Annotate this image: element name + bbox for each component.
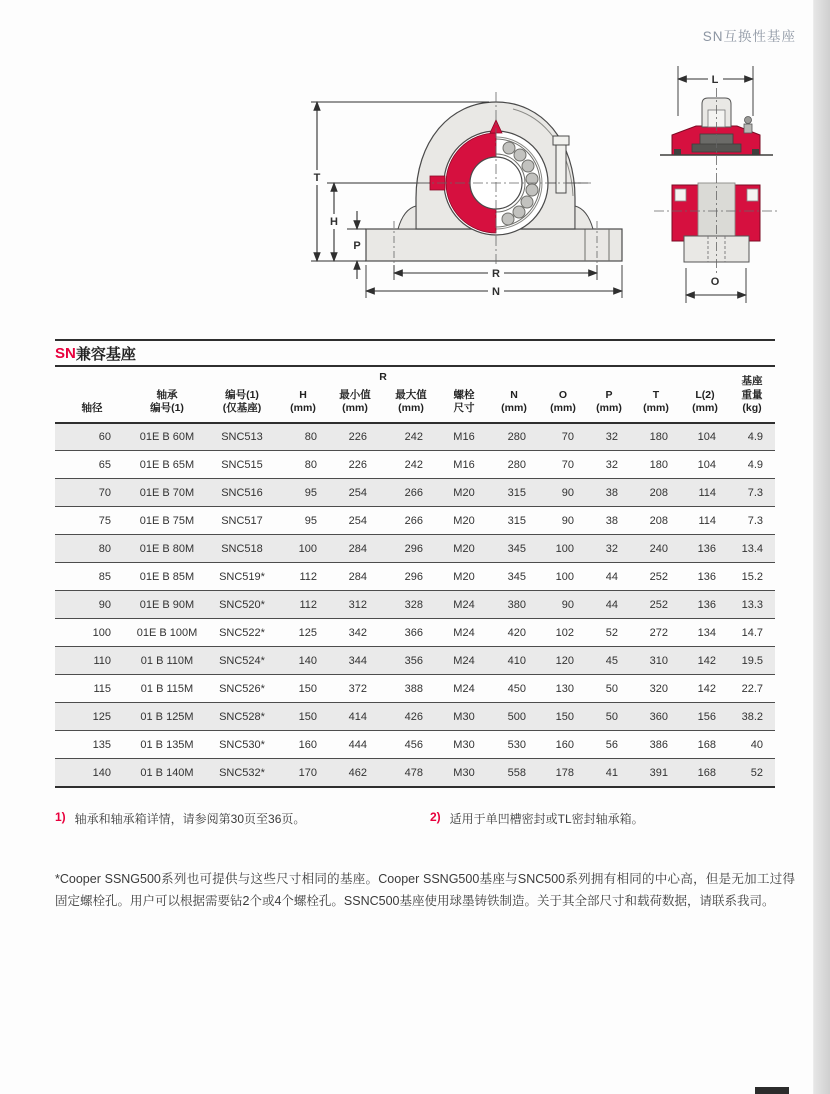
table-cell: 426: [383, 703, 439, 731]
table-title-accent: SN: [55, 344, 76, 362]
table-cell: 100: [539, 535, 587, 563]
table-cell: 50: [587, 703, 631, 731]
table-cell: 38: [587, 479, 631, 507]
table-cell: 13.4: [729, 535, 775, 563]
table-cell: 70: [55, 479, 129, 507]
col-header-n: N (mm): [489, 367, 539, 423]
table-cell: 01E B 90M: [129, 591, 205, 619]
col-header-r-min: 最小值(mm): [327, 385, 383, 423]
table-cell: 360: [631, 703, 681, 731]
table-row: [55, 591, 775, 619]
table-cell: 102: [539, 619, 587, 647]
table-cell: 136: [681, 563, 729, 591]
table-cell: SNC519*: [205, 563, 279, 591]
col-header-base-weight: 基座 重量 (kg): [729, 367, 775, 423]
table-cell: 242: [404, 431, 423, 444]
table-cell: SNC517: [205, 507, 279, 535]
table-cell: 252: [631, 591, 681, 619]
table-cell: 414: [327, 703, 383, 731]
table-cell: 380: [489, 591, 539, 619]
col-header-shaft-diameter: 轴径: [55, 367, 129, 423]
dimension-label-l: L: [711, 74, 719, 86]
table-cell: M16: [439, 451, 489, 479]
table-cell: 104: [697, 431, 716, 444]
table-cell: 266: [383, 479, 439, 507]
table-row: [55, 619, 775, 647]
table-cell: 156: [681, 703, 729, 731]
table-cell: SNC516: [205, 479, 279, 507]
table-cell: 75: [55, 507, 129, 535]
table-cell: 15.2: [729, 563, 775, 591]
table-cell: 140: [279, 647, 327, 675]
table-row: [55, 731, 775, 759]
table-cell: M20: [439, 535, 489, 563]
table-cell: 272: [631, 619, 681, 647]
table-cell: 50: [587, 675, 631, 703]
table-cell: 01 B 110M: [129, 647, 205, 675]
table-cell: 391: [631, 759, 681, 787]
table-cell: M30: [439, 759, 489, 787]
table-row: [55, 759, 775, 787]
table-cell: 280: [507, 431, 526, 444]
table-cell: 150: [279, 675, 327, 703]
table-cell: 85: [55, 563, 129, 591]
table-cell: 95: [279, 479, 327, 507]
table-cell: 310: [631, 647, 681, 675]
table-cell: SNC528*: [205, 703, 279, 731]
table-cell: SNC526*: [205, 675, 279, 703]
col-header-h: H (mm): [279, 367, 327, 423]
page-header-title: SN互换性基座: [702, 29, 796, 44]
table-cell: 01E B 65M: [129, 451, 205, 479]
table-cell: 14.7: [729, 619, 775, 647]
table-cell: 56: [587, 731, 631, 759]
table-cell: SNC513: [221, 431, 263, 444]
table-cell: 7.3: [729, 507, 775, 535]
col-header-o: O (mm): [539, 367, 587, 423]
table-cell: SNC532*: [205, 759, 279, 787]
table-cell: 100: [55, 619, 129, 647]
table-row: [55, 675, 775, 703]
table-cell: 38.2: [729, 703, 775, 731]
table-cell: 90: [539, 479, 587, 507]
table-cell: M20: [439, 507, 489, 535]
table-cell: 372: [327, 675, 383, 703]
table-cell: M24: [439, 619, 489, 647]
table-cell: 160: [539, 731, 587, 759]
table-cell: 80: [304, 431, 317, 444]
footnote-2-text: 适用于单凹槽密封或TL密封轴承箱。: [449, 811, 644, 826]
col-header-r-group: R: [379, 371, 387, 383]
dimension-table: [55, 367, 775, 788]
table-cell: 01 B 135M: [129, 731, 205, 759]
table-cell: 70: [561, 431, 574, 444]
footnote-2: [430, 810, 644, 827]
table-cell: 344: [327, 647, 383, 675]
table-cell: 19.5: [729, 647, 775, 675]
table-cell: 142: [681, 675, 729, 703]
table-cell: SNC518: [205, 535, 279, 563]
table-cell: 388: [383, 675, 439, 703]
table-cell: 444: [327, 731, 383, 759]
table-row: [55, 451, 775, 479]
table-cell: 478: [383, 759, 439, 787]
table-cell: 52: [587, 619, 631, 647]
table-cell: 40: [729, 731, 775, 759]
dimension-label-h: H: [330, 216, 338, 228]
table-cell: 01 B 125M: [129, 703, 205, 731]
table-cell: 410: [489, 647, 539, 675]
table-cell: 462: [327, 759, 383, 787]
table-cell: 32: [605, 431, 618, 444]
table-cell: 168: [681, 731, 729, 759]
table-cell: 150: [539, 703, 587, 731]
table-cell: 125: [279, 619, 327, 647]
table-cell: 100: [279, 535, 327, 563]
table-cell: 142: [681, 647, 729, 675]
table-cell: 136: [681, 535, 729, 563]
page-number-tab: [755, 1087, 789, 1094]
table-cell: 140: [55, 759, 129, 787]
table-cell: 266: [383, 507, 439, 535]
table-cell: 01E B 75M: [129, 507, 205, 535]
table-row: [55, 423, 775, 451]
table-cell: 450: [489, 675, 539, 703]
table-cell: 208: [631, 507, 681, 535]
table-cell: 95: [279, 507, 327, 535]
table-cell: M30: [439, 731, 489, 759]
table-cell: 342: [327, 619, 383, 647]
table-cell: 254: [327, 507, 383, 535]
table-cell: 60: [98, 431, 111, 444]
table-cell: 315: [489, 507, 539, 535]
table-cell: 170: [279, 759, 327, 787]
table-cell: 296: [383, 563, 439, 591]
table-cell: 90: [539, 507, 587, 535]
table-cell: 252: [631, 563, 681, 591]
table-cell: 160: [279, 731, 327, 759]
table-cell: SNC524*: [205, 647, 279, 675]
table-cell: 104: [681, 451, 729, 479]
table-cell: 312: [327, 591, 383, 619]
table-body: [55, 423, 775, 787]
table-cell: 386: [631, 731, 681, 759]
table-cell: 32: [587, 535, 631, 563]
dimension-label-r: R: [492, 268, 500, 280]
table-cell: 115: [55, 675, 129, 703]
col-header-base-number: 编号(1) (仅基座): [205, 367, 279, 423]
footnote-2-marker: 2): [430, 809, 441, 824]
table-cell: 315: [489, 479, 539, 507]
table-cell: 01 B 115M: [129, 675, 205, 703]
table-cell: 530: [489, 731, 539, 759]
table-header: [55, 367, 775, 423]
footnote-1-marker: 1): [55, 809, 66, 824]
table-cell: 7.3: [729, 479, 775, 507]
table-cell: 100: [539, 563, 587, 591]
table-cell: 41: [587, 759, 631, 787]
dimension-label-p: P: [353, 240, 361, 252]
col-header-p: P (mm): [587, 367, 631, 423]
table-cell: 13.3: [729, 591, 775, 619]
content-area: [55, 339, 795, 913]
table-cell: 01E B 100M: [129, 619, 205, 647]
table-cell: SNC515: [205, 451, 279, 479]
table-cell: 226: [327, 451, 383, 479]
table-cell: 420: [489, 619, 539, 647]
footnotes: [55, 810, 795, 827]
col-header-l2: L(2) (mm): [681, 367, 729, 423]
table-cell: 356: [383, 647, 439, 675]
table-cell: 284: [327, 535, 383, 563]
table-row: [55, 703, 775, 731]
table-row: [55, 563, 775, 591]
table-cell: 112: [279, 563, 327, 591]
table-row: [55, 479, 775, 507]
table-cell: M20: [439, 479, 489, 507]
table-cell: 01E B 60M: [139, 431, 195, 444]
table-cell: 4.9: [747, 431, 763, 444]
table-cell: 38: [587, 507, 631, 535]
table-cell: 110: [55, 647, 129, 675]
table-cell: M30: [439, 703, 489, 731]
table-cell: M20: [439, 563, 489, 591]
table-cell: 168: [681, 759, 729, 787]
table-cell: 280: [489, 451, 539, 479]
col-header-bolt-size: 螺栓 尺寸: [439, 367, 489, 423]
table-cell: SNC522*: [205, 619, 279, 647]
table-cell: 558: [489, 759, 539, 787]
table-row: [55, 507, 775, 535]
table-cell: 150: [279, 703, 327, 731]
table-cell: 208: [631, 479, 681, 507]
table-cell: 70: [539, 451, 587, 479]
table-cell: 130: [539, 675, 587, 703]
table-cell: 180: [649, 431, 668, 444]
table-cell: 114: [681, 479, 729, 507]
table-cell: M24: [439, 591, 489, 619]
table-cell: 80: [279, 451, 327, 479]
table-cell: 366: [383, 619, 439, 647]
table-cell: 01E B 70M: [129, 479, 205, 507]
table-cell: 296: [383, 535, 439, 563]
col-header-bearing-number: 轴承 编号(1): [129, 367, 205, 423]
dimension-label-n: N: [492, 286, 500, 298]
table-row: [55, 535, 775, 563]
table-cell: 254: [327, 479, 383, 507]
table-cell: 226: [348, 431, 367, 444]
table-cell: 01E B 85M: [129, 563, 205, 591]
table-cell: 178: [539, 759, 587, 787]
dimension-label-o: O: [710, 276, 720, 288]
table-cell: 320: [631, 675, 681, 703]
table-cell: 22.7: [729, 675, 775, 703]
footnote-1: [55, 810, 430, 827]
table-cell: 01E B 80M: [129, 535, 205, 563]
table-cell: 345: [489, 535, 539, 563]
table-cell: M24: [439, 675, 489, 703]
cooper-note-paragraph: *Cooper SSNG500系列也可提供与这些尺寸相同的基座。Cooper SSNG500基座与SNC500系列拥有相同的中心高，但是无加工过得固定螺栓孔。用户可以根据需要钻2个或4个螺栓孔。SSNC500基座使用球墨铸铁制造。关于其全部尺寸和载荷数据，请联系我司。: [55, 871, 795, 908]
page-edge-strip: [813, 0, 830, 1094]
dimension-label-t: T: [313, 172, 321, 184]
table-cell: 52: [729, 759, 775, 787]
table-cell: 01 B 140M: [129, 759, 205, 787]
table-cell: SNC520*: [205, 591, 279, 619]
table-cell: 125: [55, 703, 129, 731]
pillow-block-side-view-drawing: [648, 58, 813, 310]
table-cell: 45: [587, 647, 631, 675]
table-cell: 32: [587, 451, 631, 479]
table-cell: SNC530*: [205, 731, 279, 759]
table-cell: 180: [631, 451, 681, 479]
pillow-block-front-view-drawing: [289, 80, 649, 315]
table-cell: 112: [279, 591, 327, 619]
table-cell: 134: [681, 619, 729, 647]
table-cell: 120: [539, 647, 587, 675]
table-row: [55, 647, 775, 675]
col-header-t: T (mm): [631, 367, 681, 423]
table-cell: 44: [587, 563, 631, 591]
footnote-1-text: 轴承和轴承箱详情，请参阅第30页至36页。: [74, 811, 306, 826]
table-title-rest: 兼容基座: [75, 345, 136, 363]
table-cell: 456: [383, 731, 439, 759]
table-cell: 135: [55, 731, 129, 759]
table-cell: 240: [631, 535, 681, 563]
table-cell: 136: [681, 591, 729, 619]
table-cell: 90: [55, 591, 129, 619]
table-cell: 4.9: [729, 451, 775, 479]
table-cell: 328: [383, 591, 439, 619]
table-cell: 80: [55, 535, 129, 563]
table-cell: M16: [453, 431, 475, 444]
table-cell: 114: [681, 507, 729, 535]
table-cell: 345: [489, 563, 539, 591]
table-cell: 44: [587, 591, 631, 619]
table-title: [55, 339, 775, 367]
table-cell: 90: [539, 591, 587, 619]
table-cell: 242: [383, 451, 439, 479]
table-cell: 500: [489, 703, 539, 731]
table-cell: M24: [439, 647, 489, 675]
table-cell: 284: [327, 563, 383, 591]
col-header-r-max: 最大值(mm): [383, 385, 439, 423]
table-cell: 65: [55, 451, 129, 479]
